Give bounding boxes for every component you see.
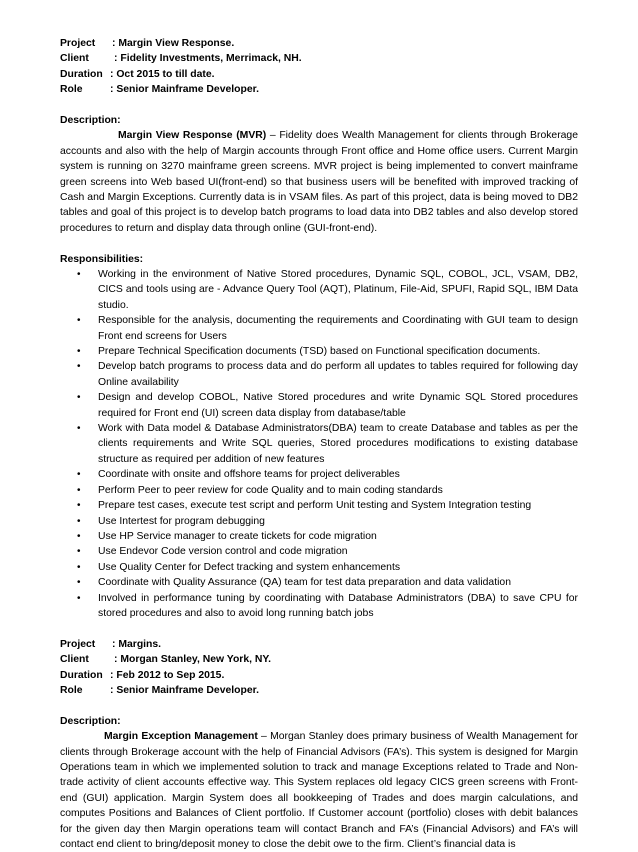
bullet-icon: • [77,515,81,527]
project2-info [60,637,578,699]
project1-description [60,113,578,236]
list-item: • Design and develop COBOL, Native Stored procedures and write Dynamic SQL Stored procedures required for Front end (UI) screen data display from database/table [77,392,578,419]
duration-label: Duration [60,669,103,681]
bullet-icon: • [77,546,81,558]
project1-info [60,36,578,98]
list-item: • Work with Data model & Database Administrators(DBA) team to create Database and tables as per the clients requirements and Write SQL queries, Stored procedures modifications to existing database structure as required per addition of new features [77,423,578,465]
list-item: • Use HP Service manager to create tickets for code migration [60,529,578,544]
list-item: • Develop batch programs to process data and do perform all updates to tables required for following day Online availability [77,361,578,388]
bullet-icon: • [77,315,81,327]
list-item: • Use Endevor Code version control and code migration [60,544,578,559]
role-label: Role [60,684,83,696]
duration-value: : Oct 2015 to till date. [110,68,215,80]
bullet-icon: • [77,592,81,604]
role-label: Role [60,84,83,96]
description-body: – Fidelity does Wealth Management for clients through Brokerage accounts and also with the help of Margin accounts through Front office and Home office users. Current Margin system is running on 3270 mainframe green screens. MVR project is being implemented to convert mainframe green screens into Web based UI(front-end) so that business users will be benefited with improved tracking of Cash and Margin Exceptions. Currently data is in VSAM files. As part of this project, data is being moved to DB2 tables and goal of this project is to develop batch programs to load data into DB2 tables and also develop stored procedures to return and display data through online (GUI-front-end). [60,130,578,234]
list-item: • Prepare Technical Specification documents (TSD) based on Functional specification documents. [60,344,578,359]
role-value: : Senior Mainframe Developer. [110,84,259,96]
duration-label: Duration [60,68,103,80]
client-value: : Fidelity Investments, Merrimack, NH. [114,53,302,65]
list-item: • Use Quality Center for Defect tracking and system enhancements [60,560,578,575]
client-value: : Morgan Stanley, New York, NY. [114,654,272,666]
description-lead: Margin Exception Management [104,731,258,743]
responsibilities-list [60,267,578,621]
description-body: – Morgan Stanley does primary business of Wealth Management for clients through Brokerage account with the help of Financial Advisors (FA’s). This system is designed for Margin Operations team in which we implemented solution to track and manage Exceptions related to Trade and Non-trade activity of client accounts effective way. This System replaces old legacy CICS green screens with Front-end (GUI) application. Margin System does all bookkeeping of Trades and does margin calculations, and computes Positions and Balances of Client portfolio. If Customer account (portfolio) closes with debit balances for the given day then Margin operations team will contact Branch and FA’s (Financial Advisors) and FA’s will contact end client to bring/deposit money to close the debit owe to the firm. Client’s financial data is [60,731,578,850]
project-value: : Margin View Response. [112,38,235,49]
project1-client-row [60,51,578,66]
client-label: Client [60,53,89,65]
project1-role-row [60,82,578,97]
project1-responsibilities [60,252,578,622]
list-item: • Coordinate with Quality Assurance (QA) team for test data preparation and data validation [60,575,578,590]
project2-client-row [60,652,578,667]
bullet-icon: • [77,577,81,589]
project1-duration-row [60,67,578,82]
description-heading: Description: [60,114,121,126]
bullet-icon: • [77,423,81,435]
resume-page [60,36,578,852]
client-label: Client [60,654,89,666]
project2-duration-row [60,668,578,683]
list-item: • Perform Peer to peer review for code Quality and to main coding standards [60,483,578,498]
role-value: : Senior Mainframe Developer. [110,684,259,696]
bullet-icon: • [77,530,81,542]
bullet-icon: • [77,346,81,358]
project-value: : Margins. [112,638,162,650]
description-lead: Margin View Response (MVR) [118,130,267,142]
bullet-icon: • [77,361,81,373]
list-item: • Working in the environment of Native Stored procedures, Dynamic SQL, COBOL, JCL, VSAM, DB2, CICS and tools using are - Advance Query Tool (AQT), Platinum, File-Aid, SPUFI, Rapid SQL, IBM Data studio. [77,269,578,311]
list-item: • Involved in performance tuning by coordinating with Database Administrators (DBA) to save CPU for stored procedures and also to avoid long running batch jobs [77,592,578,619]
project2-description [60,714,578,852]
description-heading: Description: [60,715,121,727]
description-paragraph [60,729,578,852]
bullet-icon: • [77,469,81,481]
bullet-icon: • [77,269,81,280]
description-paragraph [60,128,578,236]
project2-project-row [60,637,578,652]
project-label: Project [60,638,96,650]
bullet-icon: • [77,561,81,573]
bullet-icon: • [77,484,81,496]
project-label: Project [60,38,96,49]
project1-project-row [60,36,578,51]
list-item: • Prepare test cases, execute test script and perform Unit testing and System Integration testing [60,498,578,513]
duration-value: : Feb 2012 to Sep 2015. [110,669,225,681]
list-item: • Responsible for the analysis, documenting the requirements and Coordinating with GUI team to design Front end screens for Users [77,315,578,342]
list-item: • Use Intertest for program debugging [60,514,578,529]
list-item: • Coordinate with onsite and offshore teams for project deliverables [60,467,578,482]
bullet-icon: • [77,500,81,512]
project2-role-row [60,683,578,698]
responsibilities-heading: Responsibilities: [60,253,144,265]
bullet-icon: • [77,392,81,404]
